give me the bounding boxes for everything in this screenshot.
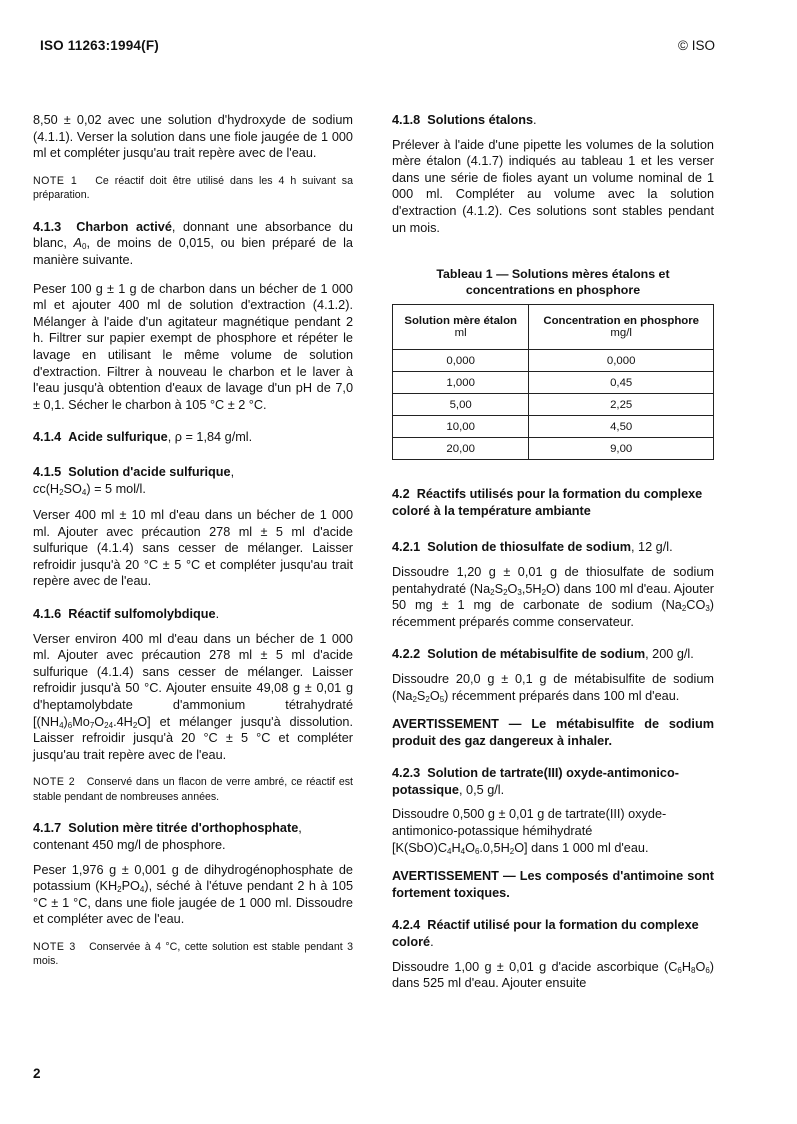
table-row [393, 438, 714, 460]
table-row [393, 372, 714, 394]
table-header-cell: Solution mère étalon ml [393, 305, 529, 350]
section-4-2-3-heading: 4.2.3 Solution de tartrate(III) oxyde-antimonico-potassique, 0,5 g/l. [392, 766, 679, 797]
document-code: ISO 11263:1994(F) [40, 38, 159, 53]
table-cell: 1,000 [393, 372, 529, 394]
paragraph: Peser 1,976 g ± 0,001 g de dihydrogénophosphate de potassium $(KH_2PO_4)$, séché à l'étuve pendant 2 h à 105 °C ± 1 °C, dans une fiole jaugée de 1 000 ml. Dissoudre et compléter avec de l'eau. [33, 862, 354, 927]
table-cell: 5,00 [393, 394, 529, 416]
paragraph: Peser 100 g ± 1 g de charbon dans un bécher de 1 000 ml et ajouter 400 ml de solution d'extraction (4.1.2). Mélanger à l'aide d'un agitateur magnétique pendant 2 h. Filtrer sur papier exempt de phosphore et répéter le lavage en utilisant le même volume de solution d'extraction. Filtrer à nouveau le charbon et le laver à l'eau jusqu'à obtention d'eaux de lavage d'un pH de 7,0 ± 0,1. Sécher le charbon à 105 °C ± 2 °C. [33, 281, 353, 412]
note-3: NOTE 3 Conservée à 4 °C, cette solution est stable pendant 3 mois. [33, 940, 353, 968]
paragraph: 8,50 ± 0,02 avec une solution d'hydroxyde de sodium (4.1.1). Verser la solution dans une fiole jaugée de 1 000 ml et compléter jusqu'au trait repère avec de l'eau. [33, 113, 353, 161]
table-caption: Tableau 1 — Solutions mères étalons et concentrations en phosphore [436, 267, 670, 298]
section-4-2-4-heading: 4.2.4 Réactif utilisé pour la formation du complexe coloré. [392, 918, 699, 950]
paragraph: Verser 400 ml ± 10 ml d'eau dans un bécher de 1 000 ml. Ajouter avec précaution 278 ml ± 5 ml d'acide sulfurique (4.1.4) sans cesser de mélanger. Laisser refroidir jusqu'à 20 °C ± 5 °C et compléter jusqu'au trait repère avec de l'eau. [33, 508, 353, 589]
table-cell: 20,00 [393, 438, 529, 460]
table-row [393, 350, 714, 372]
note-1 [33, 174, 353, 203]
right-column [392, 112, 714, 1004]
warning-antimony: AVERTISSEMENT — Les composés d'antimoine sont fortement toxiques. [392, 869, 714, 900]
table-row [393, 394, 714, 416]
note-2: NOTE 2 Conservé dans un flacon de verre ambré, ce réactif est stable pendant de nombreuses années. [33, 776, 353, 803]
table-cell: 0,45 [529, 372, 714, 394]
paragraph: Dissoudre 1,20 g ± 0,01 g de thiosulfate de sodium pentahydraté $(Na_2S_2O_3,5H_2O)$ dans 100 ml d'eau. Ajouter 50 mg ± 1 mg de carbonate de sodium $(Na_2CO_3)$ récemment préparés comme conservateur. [392, 564, 714, 629]
section-4-1-3-heading: 4.1.3 Charbon activé, donnant une absorbance du blanc, $A_0$, de moins de 0,015, ou bien préparé de la manière suivante. [33, 219, 353, 267]
table-cell: 0,000 [393, 350, 529, 372]
table-cell: 10,00 [393, 416, 529, 438]
paragraph: Prélever à l'aide d'une pipette les volumes de la solution mère étalon (4.1.7) indiqués au tableau 1 et les verser dans une série de fioles ayant un volume nominal de 1 000 ml. Compléter au volume avec la solution d'extraction (4.1.2). Ces solutions sont stables pendant un mois. [392, 137, 714, 235]
section-4-2-heading: 4.2 Réactifs utilisés pour la formation du complexe coloré à la température ambiante [392, 487, 703, 518]
note-label: NOTE 1 [33, 174, 78, 187]
standards-table [392, 304, 714, 460]
note-text: Ce réactif doit être utilisé dans les 4 h suivant sa préparation. [33, 174, 354, 202]
paragraph: Verser environ 400 ml d'eau dans un bécher de 1 000 ml. Ajouter avec précaution 278 ml ± 5 ml d'acide sulfurique (4.1.4) sans cesser de mélanger. Laisser refroidir jusqu'à 50 °C. Ajouter ensuite 49,08 g ± 0,01 g d'heptamolybdate d'ammonium tétrahydraté $[(NH_4)_6Mo_7O_{24}.4H_2O]$ et mélanger jusqu'à dissolution. Laisser refroidir jusqu'à 20 °C ± 5 °C et compléter jusqu'au trait repère avec de l'eau. [33, 631, 353, 762]
section-4-1-8-heading: 4.1.8 Solutions étalons. [392, 113, 537, 127]
table-cell: 2,25 [529, 394, 714, 416]
section-4-1-4-heading: 4.1.4 Acide sulfurique, ρ = 1,84 g/ml. [33, 430, 253, 445]
section-4-2-1-heading: 4.2.1 Solution de thiosulfate de sodium, 12 g/l. [392, 540, 673, 555]
section-4-2-2-heading: 4.2.2 Solution de métabisulfite de sodium, 200 g/l. [392, 647, 694, 662]
copyright-mark: © ISO [678, 38, 715, 53]
section-4-1-5-heading: 4.1.5 Solution d'acide sulfurique, $cc(H_2SO_4) = 5$ mol/l. [33, 464, 235, 497]
paragraph: Dissoudre 20,0 g ± 0,1 g de métabisulfite de sodium $(Na_2S_2O_5)$ récemment préparés dans 100 ml d'eau. [392, 671, 714, 704]
section-4-1-6-heading: 4.1.6 Réactif sulfomolybdique. [33, 607, 220, 622]
left-column [33, 112, 353, 982]
page-number: 2 [33, 1066, 41, 1081]
table-cell: 9,00 [529, 438, 714, 460]
paragraph: Dissoudre 0,500 g ± 0,01 g de tartrate(III) oxyde-antimonico-potassique hémihydraté $[K(SbO)C_4H_4O_6.0,5H_2O]$ dans 1 000 ml d'eau. [392, 807, 667, 856]
table-cell: 4,50 [529, 416, 714, 438]
table-header-cell: Concentration en phosphore mg/l [529, 305, 714, 350]
table-header-row [393, 305, 714, 350]
paragraph: Dissoudre 1,00 g ± 0,01 g d'acide ascorbique $(C_6H_8O_6)$ dans 525 ml d'eau. Ajouter ensuite [392, 959, 714, 991]
table-row [393, 416, 714, 438]
section-4-1-7-heading: 4.1.7 Solution mère titrée d'orthophosphate, contenant 450 mg/l de phosphore. [33, 821, 302, 852]
table-cell: 0,000 [529, 350, 714, 372]
warning-metabisulfite: AVERTISSEMENT — Le métabisulfite de sodium produit des gaz dangereux à inhaler. [392, 717, 714, 748]
